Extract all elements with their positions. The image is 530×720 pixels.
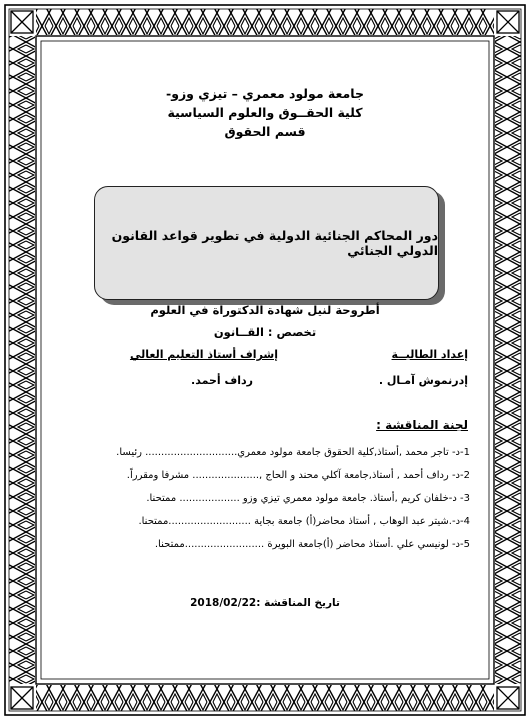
committee-member: 4-د-.شيتر عبد الوهاب , أستاذ محاضر(أ) جامعة بجاية ..........................ممتحنا. bbox=[138, 516, 470, 527]
committee-title: لجنة المناقشة : bbox=[376, 418, 468, 432]
university-name: جامعة مولود معمري – تيزي وزو- bbox=[166, 86, 364, 101]
thesis-title-box bbox=[94, 186, 439, 300]
student-label: إعداد الطالبــة bbox=[391, 348, 468, 361]
committee-member: 5-د- لونيسي علي .أستاذ محاضر (أ)جامعة البويرة .........................ممتحنا. bbox=[154, 539, 470, 550]
committee-member: 1-د- تاجر محمد ,أستاذ,كلية الحقوق جامعة مولود معمري............................. رئيسا. bbox=[116, 447, 470, 458]
supervisor-label: إشراف أستاذ التعليم العالي bbox=[129, 348, 278, 361]
committee-members bbox=[60, 445, 470, 560]
specialty: تخصص : القــانون bbox=[213, 325, 317, 339]
department-name: قسم الحقوق bbox=[224, 124, 306, 139]
page-content bbox=[60, 60, 470, 660]
student-name: إدرنموش آمـال . bbox=[378, 374, 468, 387]
thesis-type: أطروحة لنيل شهادة الدكتوراة في العلوم bbox=[150, 303, 380, 317]
institution-header bbox=[60, 84, 470, 141]
thesis-title: دور المحاكم الجنائية الدولية في تطوير قواعد القانون الدولي الجنائي bbox=[111, 228, 438, 258]
supervisor-name: رداف أحمد. bbox=[191, 374, 253, 387]
faculty-name: كلية الحقــوق والعلوم السياسية bbox=[167, 105, 363, 120]
defense-date: تاريخ المناقشة :2018/02/22 bbox=[190, 597, 340, 609]
committee-member: 3- د-خلفان كريم ,أستاذ. جامعة مولود معمري تيزي وزو ................... ممتحنا. bbox=[146, 493, 470, 504]
committee-member: 2-د- رداف أحمد , أستاذ,جامعة آكلي محند و الحاج ,..................... مشرفا ومقرراً. bbox=[126, 470, 470, 481]
